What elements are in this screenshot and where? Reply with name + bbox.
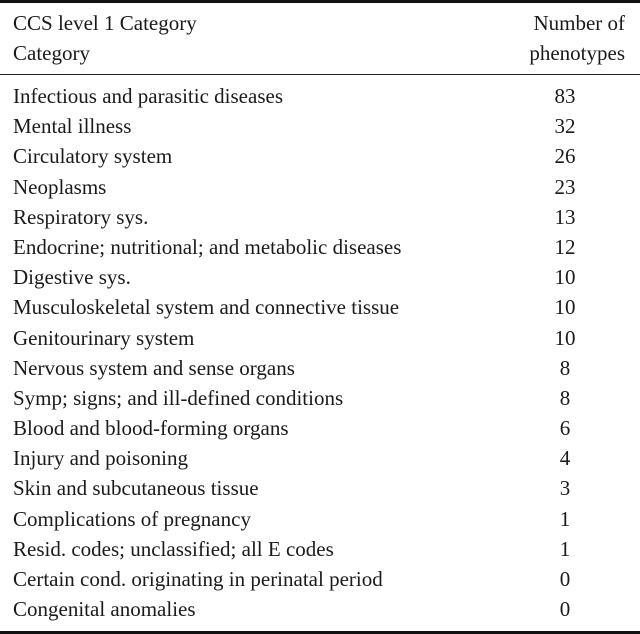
- header-category: [13, 8, 197, 68]
- category-cell: Digestive sys.: [13, 265, 131, 290]
- category-cell: Mental illness: [13, 114, 132, 139]
- header-category-line2: Category: [13, 41, 90, 65]
- table-row: [0, 232, 640, 262]
- category-cell: Circulatory system: [13, 144, 173, 169]
- table-row: [0, 413, 640, 443]
- count-cell: 10: [554, 325, 576, 350]
- header-rule: [0, 74, 640, 75]
- count-cell: 1: [559, 506, 571, 531]
- category-cell: Nervous system and sense organs: [13, 355, 295, 380]
- category-cell: Blood and blood-forming organs: [13, 416, 289, 441]
- category-cell: Resid. codes; unclassified; all E codes: [13, 536, 334, 561]
- table-row: [0, 443, 640, 473]
- category-cell: Respiratory sys.: [13, 204, 149, 229]
- count-cell: 23: [554, 174, 576, 199]
- table-row: [0, 594, 640, 624]
- category-cell: Genitourinary system: [13, 325, 195, 350]
- count-cell: 83: [554, 84, 576, 108]
- category-cell: Endocrine; nutritional; and metabolic diseases: [13, 234, 402, 259]
- category-cell: Injury and poisoning: [13, 446, 188, 471]
- header-count-line2: phenotypes: [529, 41, 625, 65]
- count-cell: 13: [554, 204, 576, 229]
- table-row: [0, 292, 640, 322]
- header-count: [529, 8, 625, 68]
- count-cell: 3: [559, 476, 571, 501]
- count-cell: 10: [554, 265, 576, 290]
- count-cell: 4: [559, 446, 571, 471]
- table-row: [0, 81, 640, 111]
- top-rule: [0, 0, 640, 3]
- count-cell: 1: [559, 536, 571, 561]
- header-category-line1: CCS level 1 Category: [13, 11, 197, 35]
- header-count-line1: Number of: [533, 11, 625, 35]
- table-row: [0, 262, 640, 292]
- count-cell: 32: [554, 114, 576, 139]
- count-cell: 10: [554, 295, 576, 320]
- table-row: [0, 323, 640, 353]
- category-cell: Symp; signs; and ill-defined conditions: [13, 385, 344, 410]
- table-row: [0, 534, 640, 564]
- table-row: [0, 111, 640, 141]
- table-row: [0, 473, 640, 503]
- table-row: [0, 172, 640, 202]
- table-body: [0, 81, 640, 624]
- category-cell: Neoplasms: [13, 174, 107, 199]
- table-row: [0, 353, 640, 383]
- count-cell: 8: [559, 355, 571, 380]
- table-row: [0, 564, 640, 594]
- category-cell: Complications of pregnancy: [13, 506, 251, 531]
- category-cell: Musculoskeletal system and connective tissue: [13, 295, 400, 320]
- table-row: [0, 383, 640, 413]
- count-cell: 26: [554, 144, 576, 169]
- table-row: [0, 504, 640, 534]
- count-cell: 8: [559, 385, 571, 410]
- table-row: [0, 202, 640, 232]
- count-cell: 0: [559, 567, 571, 591]
- category-cell: Skin and subcutaneous tissue: [13, 476, 259, 501]
- count-cell: 0: [559, 597, 571, 622]
- category-cell: Congenital anomalies: [13, 597, 196, 622]
- category-cell: Certain cond. originating in perinatal period: [13, 567, 383, 591]
- count-cell: 12: [554, 234, 576, 259]
- table-row: [0, 141, 640, 171]
- count-cell: 6: [559, 416, 571, 441]
- category-cell: Infectious and parasitic diseases: [13, 84, 283, 108]
- table-header: [0, 6, 640, 72]
